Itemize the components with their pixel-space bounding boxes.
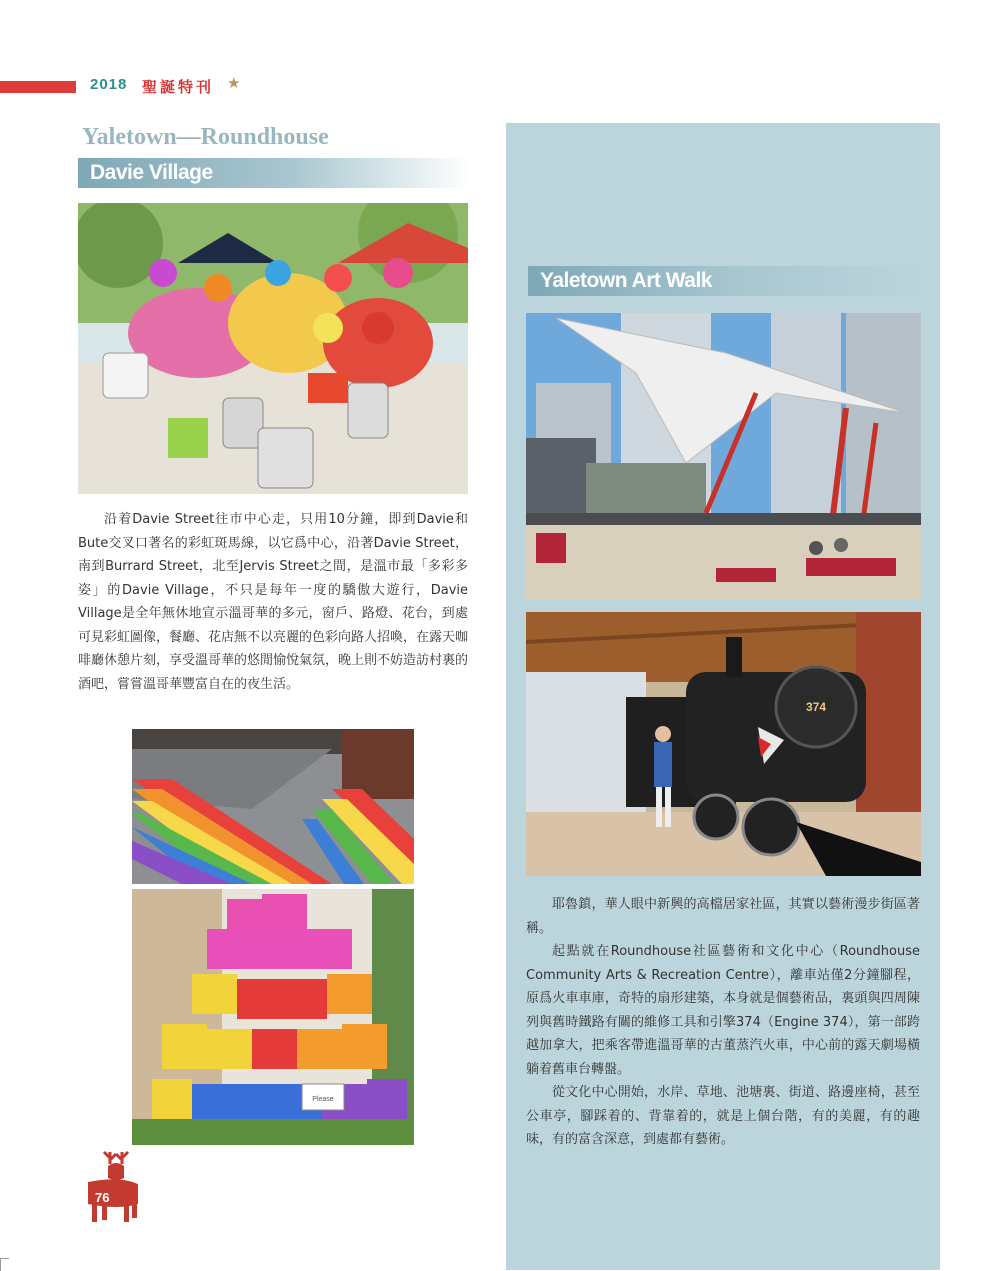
drummers-photo bbox=[78, 203, 468, 494]
davie-village-text bbox=[78, 508, 468, 696]
header-title: 聖誕特刊 bbox=[142, 78, 215, 96]
davie-village-heading: Davie Village bbox=[90, 161, 213, 184]
flower-sign-text: Please bbox=[312, 1096, 334, 1103]
paragraph: 沿着Davie Street往市中心走，只用10分鐘，即到Davie和Bute交叉口著名的彩虹斑馬線，以它爲中心，沿著Davie Street，南到Burrard Street，北至Jervis Street之間，是溫市最「多彩多姿」的Davie Village，不只是每年一度的驕傲大遊行，Davie Village是全年無休地宣示溫哥華的多元，窗戶、路燈、花台，到處可見彩虹圖像，餐廳、花店無不以亮麗的色彩向路人招喚，在露天咖啡廳休憩片刻，享受溫哥華的悠閒愉悅氣氛，晚上則不妨造訪村裏的酒吧，嘗嘗溫哥華豐富自在的夜生活。 bbox=[78, 512, 469, 692]
header-year: 2018 bbox=[90, 76, 128, 93]
header-red-bar bbox=[0, 81, 76, 93]
davie-village-banner bbox=[78, 158, 470, 188]
star-icon: ★ bbox=[227, 74, 241, 92]
engine-number-plate: 374 bbox=[805, 700, 827, 714]
yaletown-art-walk-text bbox=[526, 893, 920, 1152]
rainbow-crosswalk-photo bbox=[132, 729, 414, 884]
reindeer-icon bbox=[80, 1148, 146, 1224]
page-number: 76 bbox=[95, 1190, 110, 1205]
yaletown-art-walk-heading: Yaletown Art Walk bbox=[540, 269, 712, 292]
paragraph: 起點就在Roundhouse社區藝術和文化中心（Roundhouse Community Arts & Recreation Centre），離車站僅2分鐘腳程，原爲火車車庫，奇特的扇形建築，本身就是個藝術品，裏頭與四周陳列與舊時鐵路有關的維修工具和引擎374（Engine 374），第一部跨越加拿大，把乘客帶進溫哥華的古董蒸汽火車，中心前的露天劇場橫躺着舊車台轉盤。 bbox=[526, 944, 920, 1077]
section-title: Yaletown—Roundhouse bbox=[82, 124, 329, 150]
yaletown-art-walk-banner bbox=[528, 266, 920, 296]
engine-374-photo bbox=[526, 612, 921, 876]
paragraph: 從文化中心開始，水岸、草地、池塘裏、街道、路邊座椅，甚至公車亭，腳踩着的、背靠着的，就是上個台階，有的美麗，有的趣味，有的富含深意，到處都有藝術。 bbox=[526, 1085, 920, 1147]
flower-pots-photo bbox=[132, 889, 414, 1145]
crop-mark bbox=[0, 1258, 9, 1271]
paragraph: 耶魯鎮，華人眼中新興的高檔居家社區，其實以藝術漫步街區著稱。 bbox=[526, 897, 920, 936]
yaletown-canopy-photo bbox=[526, 313, 921, 600]
